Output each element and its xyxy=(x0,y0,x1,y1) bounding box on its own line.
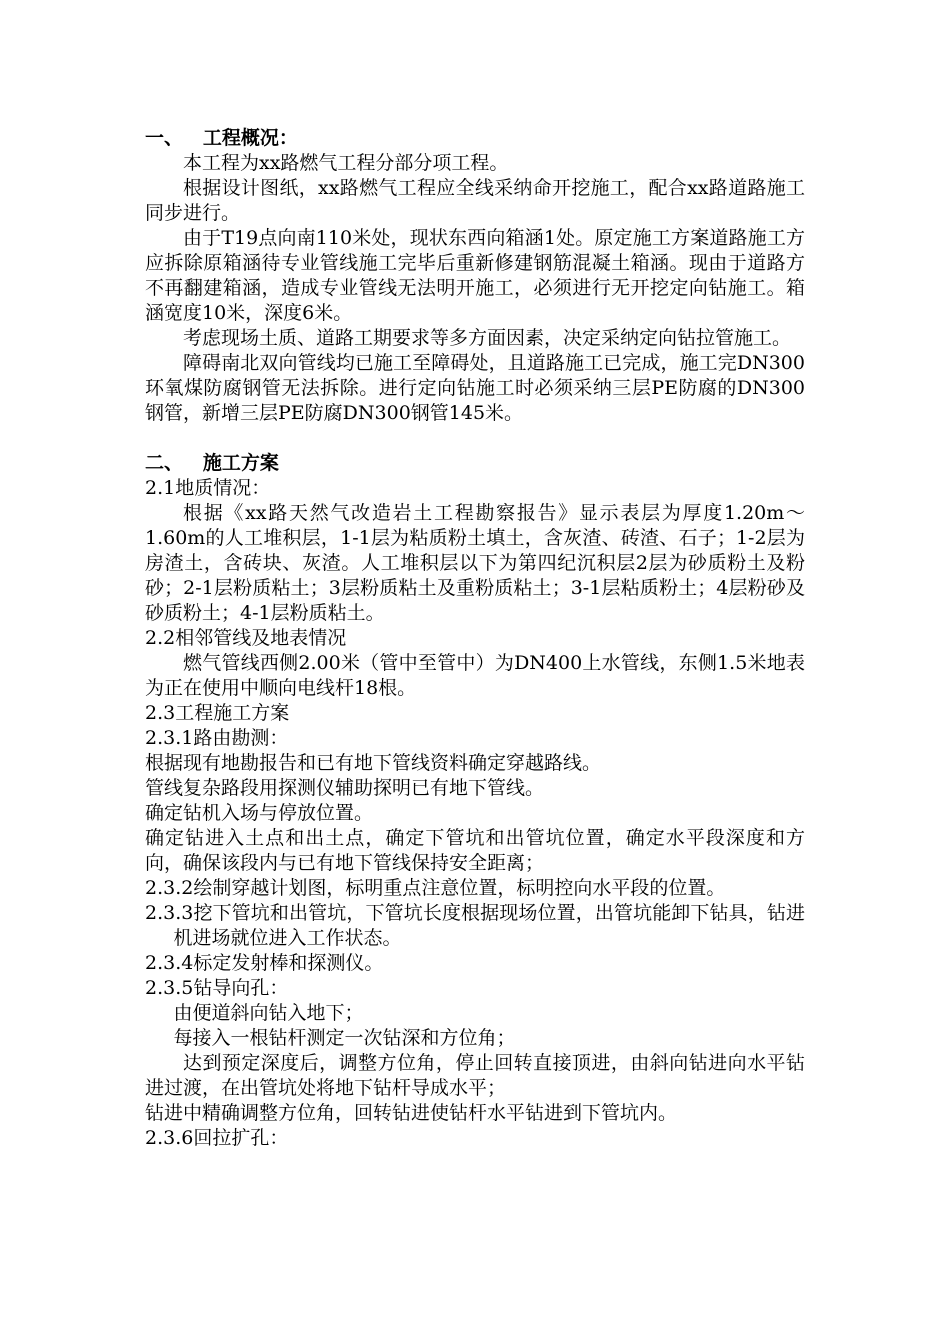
subsection-2-3-2: 2.3.2绘制穿越计划图，标明重点注意位置，标明控向水平段的位置。 xyxy=(145,877,726,899)
subsection-2-2-title: 2.2相邻管线及地表情况 xyxy=(145,627,347,649)
subsection-2-1-text: 根据《xx路天然气改造岩土工程勘察报告》显示表层为厚度1.20m～1.60m的人工堆积层，1-1层为粘质粉土填土，含灰渣、砖渣、石子；1-2层为房渣土，含砖块、灰渣。人工堆积层以下为第四纪沉积层2层为砂质粉土及粉砂；2-1层粉质粘土；3层粉质粘土及重粉质粘土；3-1层粘质粉土；4层粉砂及砂质粉土；4-1层粉质粘土。 xyxy=(145,502,805,624)
list-item: 每接入一根钻杆测定一次钻深和方位角； xyxy=(173,1027,516,1049)
subsection-2-3-5-last: 钻进中精确调整方位角，回转钻进使钻杆水平钻进到下管坑内。 xyxy=(145,1102,678,1124)
subsection-2-1-title: 2.1地质情况： xyxy=(145,477,271,499)
list-item: 确定钻进入土点和出土点，确定下管坑和出管坑位置，确定水平段深度和方向，确保该段内与已有地下管线保持安全距离； xyxy=(145,827,805,874)
section-1-paragraph-1: 本工程为xx路燃气工程分部分项工程。 xyxy=(183,152,509,174)
section-1-paragraph-2: 根据设计图纸，xx路燃气工程应全线采纳命开挖施工，配合xx路道路施工同步进行。 xyxy=(145,177,805,224)
subsection-2-3-6-title: 2.3.6回拉扩孔： xyxy=(145,1127,289,1149)
subsection-2-2-text: 燃气管线西侧2.00米（管中至管中）为DN400上水管线，东侧1.5米地表为正在使用中顺向电线杆18根。 xyxy=(145,652,805,699)
list-item: 根据现有地勘报告和已有地下管线资料确定穿越路线。 xyxy=(145,752,602,774)
list-item: 管线复杂路段用探测仪辅助探明已有地下管线。 xyxy=(145,777,545,799)
section-1-paragraph-3: 由于T19点向南110米处，现状东西向箱涵1处。原定施工方案道路施工方应拆除原箱涵待专业管线施工完毕后重新修建钢筋混凝土箱涵。现由于道路方不再翻建箱涵，造成专业管线无法明开施工，必须进行无开挖定向钻施工。箱涵宽度10米，深度6米。 xyxy=(145,227,805,324)
section-1-paragraph-5: 障碍南北双向管线均已施工至障碍处，且道路施工已完成，施工完DN300环氧煤防腐钢管无法拆除。进行定向钻施工时必须采纳三层PE防腐的DN300钢管，新增三层PE防腐DN300钢管145米。 xyxy=(145,352,805,424)
list-item: 确定钻机入场与停放位置。 xyxy=(145,802,374,824)
list-item: 由便道斜向钻入地下； xyxy=(173,1002,364,1024)
section-2-heading: 二、 施工方案 xyxy=(145,452,279,474)
section-gap xyxy=(145,426,805,451)
subsection-2-3-title: 2.3工程施工方案 xyxy=(145,702,290,724)
section-1-heading: 一、 工程概况： xyxy=(145,127,298,149)
subsection-2-3-1-title: 2.3.1路由勘测： xyxy=(145,727,289,749)
list-item: 达到预定深度后，调整方位角，停止回转直接顶进，由斜向钻进向水平钻进过渡，在出管坑处将地下钻杆导成水平； xyxy=(145,1052,805,1099)
subsection-2-3-5-title: 2.3.5钻导向孔： xyxy=(145,977,289,999)
document-page xyxy=(145,126,805,1151)
subsection-2-3-3: 2.3.3挖下管坑和出管坑，下管坑长度根据现场位置，出管坑能卸下钻具，钻进机进场就位进入工作状态。 xyxy=(145,902,805,949)
section-1-paragraph-4: 考虑现场土质、道路工期要求等多方面因素，决定采纳定向钻拉管施工。 xyxy=(183,327,792,349)
subsection-2-3-4: 2.3.4标定发射棒和探测仪。 xyxy=(145,952,384,974)
